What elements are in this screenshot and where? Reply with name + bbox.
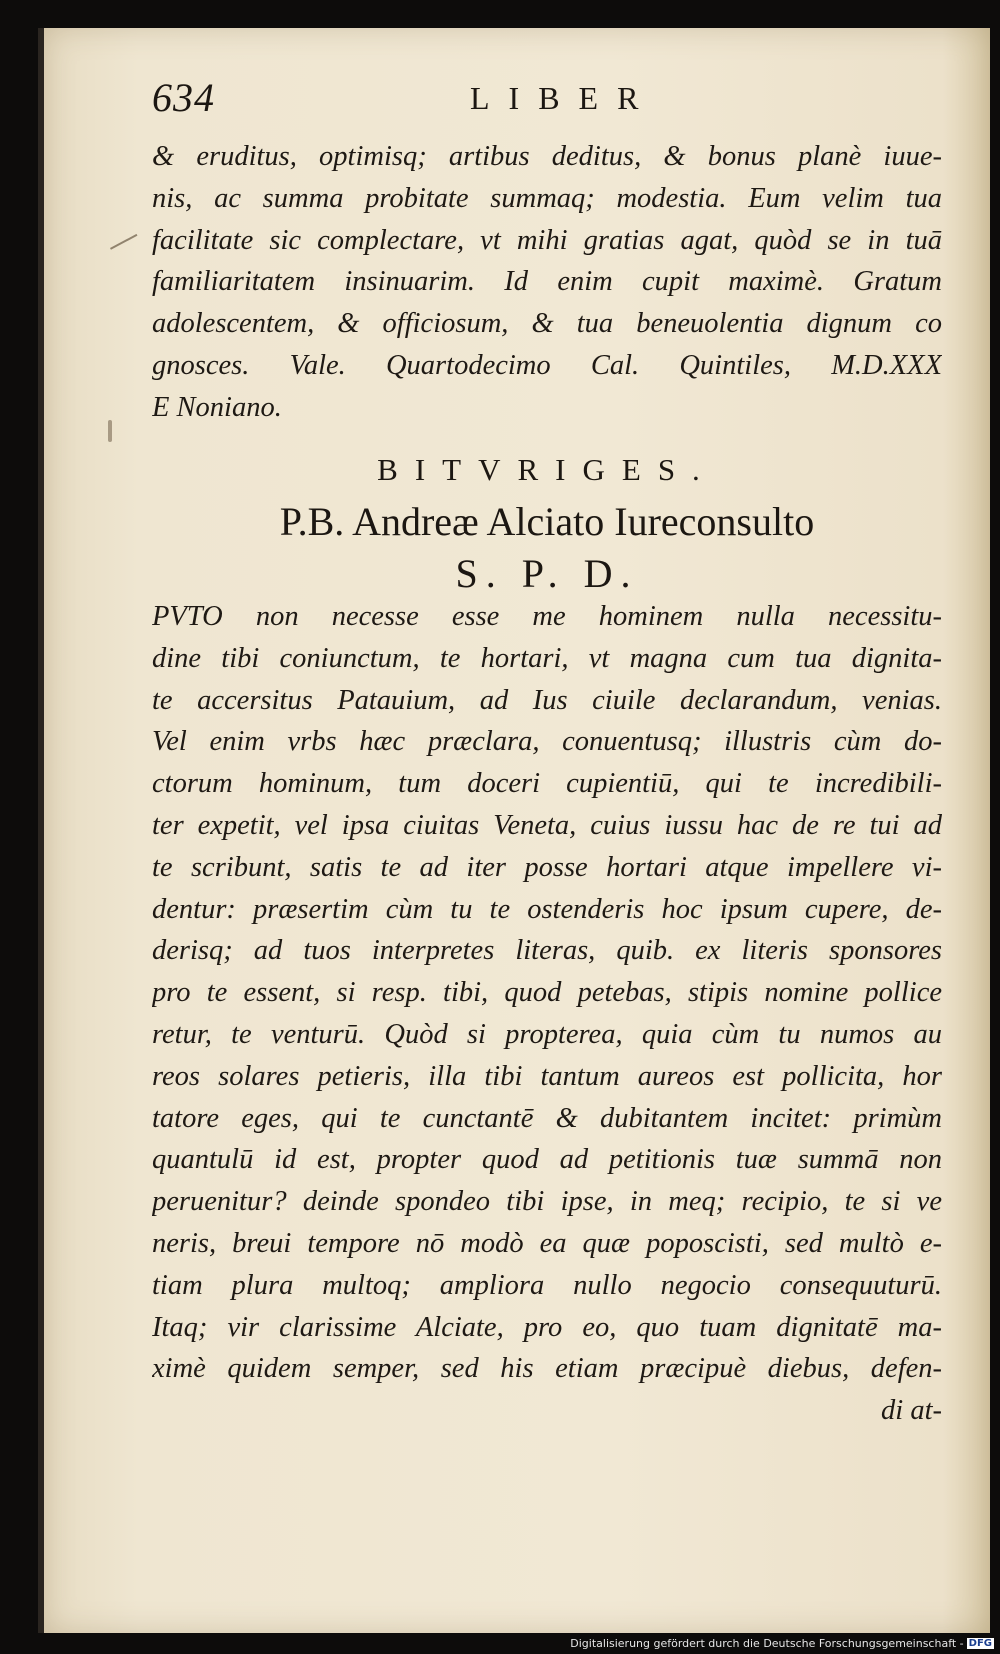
letter-address-heading: P.B. Andreæ Alciato Iureconsulto: [279, 499, 815, 544]
letter-city-heading: BITVRIGES.: [377, 452, 717, 487]
text-line: ximè quidem semper, sed his etiam præcipuè diebus, defen-: [152, 1353, 942, 1385]
text-line: nis, ac summa probitate summaq; modestia. Eum velim tua: [152, 182, 942, 214]
text-line: retur, te venturū. Quòd si propterea, quia cùm tu numos au: [152, 1018, 942, 1050]
page-number: 634: [152, 75, 215, 120]
digitization-credit: [0, 1637, 994, 1650]
text-line: PVTO non necesse esse me hominem nulla necessitu-: [152, 601, 942, 632]
text-line: te scribunt, satis te ad iter posse hortari atque impellere vi-: [152, 851, 942, 883]
text-line: dentur: præsertim cùm tu te ostenderis hoc ipsum cupere, de-: [152, 893, 942, 925]
dfg-logo: DFG: [968, 1638, 992, 1649]
text-line: gnosces. Vale. Quartodecimo Cal. Quintiles, M.D.XXX: [152, 349, 942, 381]
text-line: te accersitus Patauium, ad Ius ciuile declarandum, venias.: [152, 684, 942, 716]
text-line: dine tibi coniunctum, te hortari, vt magna cum tua dignita-: [152, 642, 942, 674]
text-line: ter expetit, vel ipsa ciuitas Veneta, cuius iussu hac de re tui ad: [152, 809, 942, 841]
letter-two-text: [152, 596, 942, 1390]
text-line: neris, breui tempore nō modò ea quæ poposcisti, sed multò e-: [152, 1227, 942, 1259]
running-head: LIBER: [470, 80, 658, 116]
text-line: pro te essent, si resp. tibi, quod petebas, stipis nomine pollice: [152, 977, 942, 1009]
text-line: Vel enim vrbs hæc præclara, conuentusq; illustris cùm do-: [152, 726, 942, 758]
text-line: peruenitur? deinde spondeo tibi ipse, in meq; recipio, te si ve: [152, 1186, 942, 1218]
text-line: tatore eges, qui te cunctantē & dubitantem incitet: primùm: [152, 1102, 942, 1134]
text-line: derisq; ad tuos interpretes literas, quib. ex literis sponsores: [152, 935, 942, 967]
text-line: adolescentem, & officiosum, & tua beneuolentia dignum co: [152, 308, 942, 340]
text-line: tiam plura multoq; ampliora nullo negocio consequuturū.: [152, 1269, 942, 1301]
letter-salutation: S. P. D.: [455, 551, 639, 596]
ink-spot: [108, 420, 112, 442]
text-line: familiaritatem insinuarim. Id enim cupit maximè. Gratum: [152, 266, 942, 298]
catchword: di at-: [881, 1395, 942, 1426]
text-line: reos solares petieris, illa tibi tantum aureos est pollicita, hor: [152, 1060, 942, 1092]
page-header: [152, 70, 932, 120]
text-line: & eruditus, optimisq; artibus deditus, & bonus planè iuue-: [152, 141, 942, 172]
text-line: facilitate sic complectare, vt mihi gratias agat, quòd se in tuā: [152, 224, 942, 256]
text-line: ctorum hominum, tum doceri cupientiū, qui te incredibili-: [152, 768, 942, 800]
text-line: Itaq; vir clarissime Alciate, pro eo, quo tuam dignitatē ma-: [152, 1311, 942, 1343]
letter-one-text: [152, 136, 942, 429]
text-line: quantulū id est, propter quod ad petitionis tuæ summā non: [152, 1144, 942, 1176]
credit-text: Digitalisierung gefördert durch die Deutsche Forschungsgemeinschaft -: [570, 1637, 964, 1650]
text-line: E Noniano.: [152, 391, 282, 423]
